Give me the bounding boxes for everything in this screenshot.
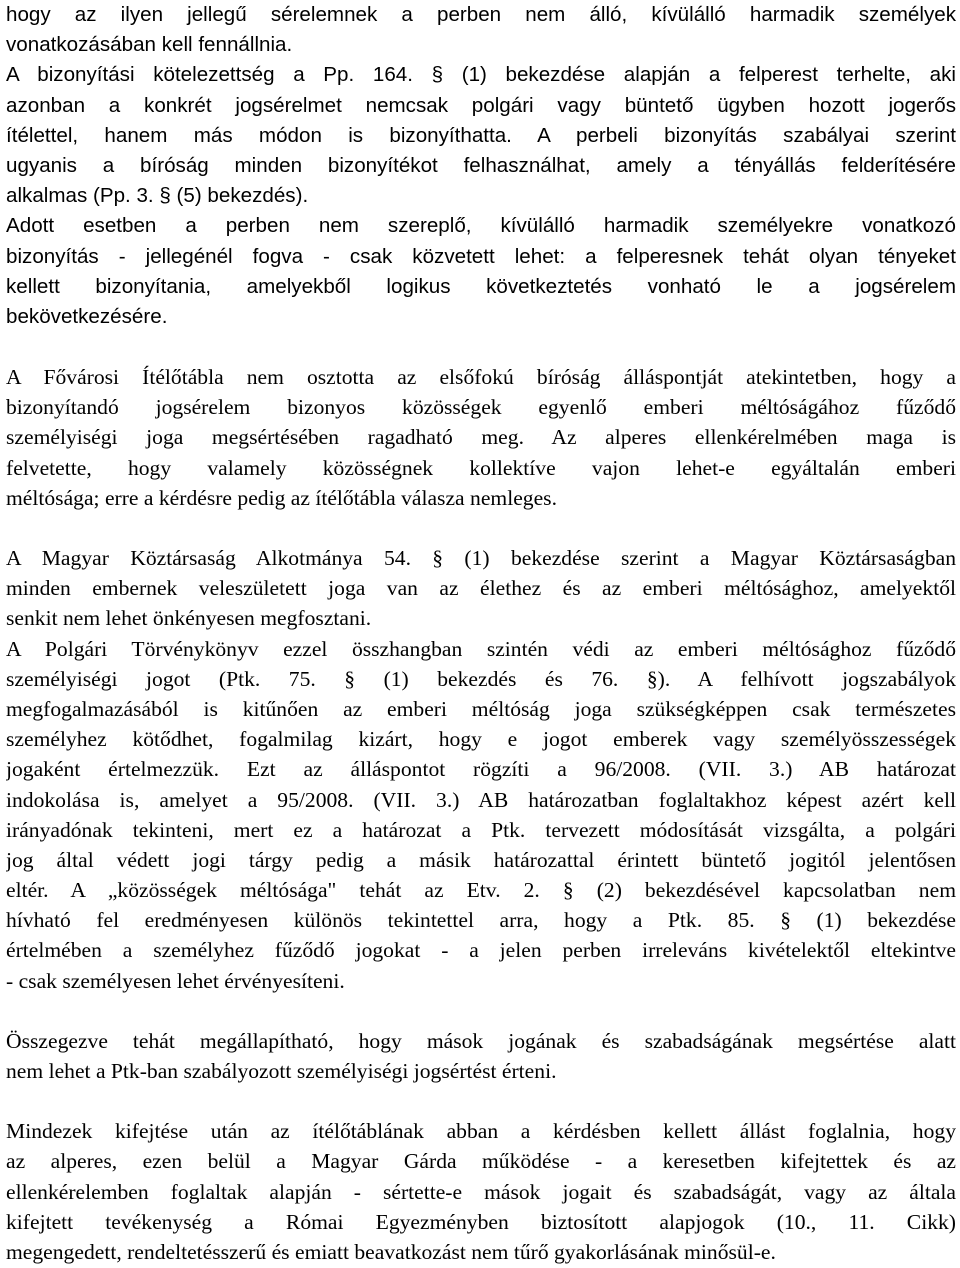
text-line: bekövetkezésére. <box>6 304 168 328</box>
text-line: Összegezve tehát megállapítható, hogy mások jogának és szabadságának megsértése alatt <box>6 1028 956 1053</box>
text-line: jog által védett jogi tárgy pedig a másik határozattal érintett büntető jogitól jelentősen <box>6 847 956 872</box>
text-line: bizonyítandó jogsérelem bizonyos közösségek egyenlő emberi méltóságához fűződő <box>6 395 956 420</box>
document-page <box>6 0 956 1267</box>
text-line: kellett bizonyítania, amelyekből logikus következtetés vonható le a jogsérelem <box>6 274 956 298</box>
text-line: személyhez kötődhet, fogalmilag kizárt, hogy e jogot emberek vagy személyösszességek <box>6 727 956 752</box>
text-line: indokolása is, amelyet a 95/2008. (VII. 3.) AB határozatban foglaltakhoz képest azért kell <box>6 787 956 812</box>
text-line: felvetette, hogy valamely közösségnek kollektíve vajon lehet-e egyáltalán emberi <box>6 455 956 480</box>
text-paragraph <box>6 1116 956 1267</box>
text-paragraph <box>6 0 956 332</box>
text-line: senkit nem lehet önkényesen megfosztani. <box>6 606 372 631</box>
text-line: Mindezek kifejtése után az ítélőtáblának abban a kérdésben kellett állást foglalnia, hogy <box>6 1119 956 1144</box>
text-line: hívható fel eredményesen különös tekintettel arra, hogy a Ptk. 85. § (1) bekezdése <box>6 908 956 933</box>
text-line: értelmében a személyhez fűződő jogokat - a jelen perben irreleváns kivételektől eltekintve <box>6 938 956 963</box>
text-line: hogy az ilyen jellegű sérelemnek a perben nem álló, kívülálló harmadik személyek <box>6 3 956 26</box>
text-line: ellenkérelemben foglaltak alapján - sértette-e mások jogait és szabadságát, vagy az általa <box>6 1179 956 1204</box>
text-line: A Fővárosi Ítélőtábla nem osztotta az elsőfokú bíróság álláspontját atekintetben, hogy a <box>6 365 956 390</box>
text-line: azonban a konkrét jogsérelmet nemcsak polgári vagy büntető ügyben hozott jogerős <box>6 93 956 117</box>
text-line: az alperes, ezen belül a Magyar Gárda működése - a keresetben kifejtettek és az <box>6 1149 956 1174</box>
text-line: jogaként értelmezzük. Ezt az álláspontot rögzíti a 96/2008. (VII. 3.) AB határozat <box>6 757 956 782</box>
text-line: méltósága; erre a kérdésre pedig az ítélőtábla válasza nemleges. <box>6 485 557 510</box>
text-line: - csak személyesen lehet érvényesíteni. <box>6 968 345 993</box>
text-line: bizonyítás - jellegénél fogva - csak közvetett lehet: a felperesnek tehát olyan tényeket <box>6 244 956 268</box>
text-line: eltér. A „közösségek méltósága" tehát az Etv. 2. § (2) bekezdésével kapcsolatban nem <box>6 878 956 903</box>
text-line: A Polgári Törvénykönyv ezzel összhangban szintén védi az emberi méltósághoz fűződő <box>6 636 956 661</box>
text-line: megengedett, rendeltetésszerű és emiatt beavatkozást nem tűrő gyakorlásának minősül-e. <box>6 1239 776 1264</box>
text-line: minden embernek veleszületett joga van az élethez és az emberi méltósághoz, amelyektől <box>6 576 956 601</box>
text-line: vonatkozásában kell fennállnia. <box>6 33 293 57</box>
text-paragraph <box>6 362 956 513</box>
text-line: megfogalmazásából is kitűnően az emberi méltóság joga szükségképpen csak természetes <box>6 696 956 721</box>
paragraph-gap <box>6 332 956 362</box>
text-line: Adott esetben a perben nem szereplő, kívülálló harmadik személyekre vonatkozó <box>6 214 956 238</box>
text-line: ugyanis a bíróság minden bizonyítékot felhasználhat, amely a tényállás felderítésére <box>6 153 956 177</box>
text-line: irányadónak tekinteni, mert ez a határozat a Ptk. tervezett módosítását vizsgálta, a polgári <box>6 817 956 842</box>
paragraph-gap <box>6 513 956 543</box>
text-paragraph <box>6 1026 956 1086</box>
text-line: személyiségi jogot (Ptk. 75. § (1) bekezdés és 76. §). A felhívott jogszabályok <box>6 666 956 691</box>
text-line: nem lehet a Ptk-ban szabályozott személyiségi jogsértést érteni. <box>6 1059 557 1083</box>
text-paragraph <box>6 543 956 996</box>
text-line: személyiségi joga megsértésében ragadható meg. Az alperes ellenkérelmében maga is <box>6 425 956 450</box>
text-line: alkalmas (Pp. 3. § (5) bekezdés). <box>6 184 309 208</box>
paragraph-gap <box>6 1086 956 1116</box>
text-line: A Magyar Köztársaság Alkotmánya 54. § (1) bekezdése szerint a Magyar Köztársaságban <box>6 546 956 570</box>
text-line: A bizonyítási kötelezettség a Pp. 164. § (1) bekezdése alapján a felperest terhelte, aki <box>6 63 956 87</box>
paragraph-gap <box>6 996 956 1026</box>
text-line: ítélettel, hanem más módon is bizonyíthatta. A perbeli bizonyítás szabályai szerint <box>6 123 956 147</box>
text-line: kifejtett tevékenység a Római Egyezményben biztosított alapjogok (10., 11. Cikk) <box>6 1209 956 1234</box>
